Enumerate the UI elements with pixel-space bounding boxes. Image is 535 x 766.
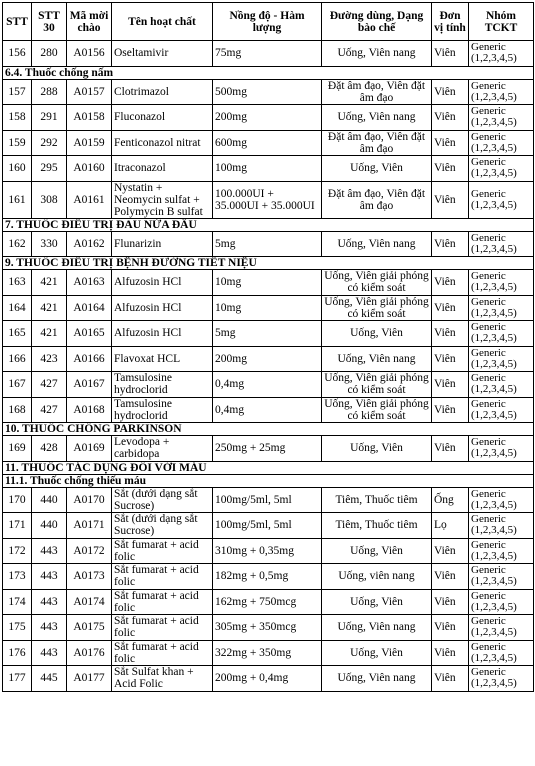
cell-ma: A0163 [67,270,112,296]
cell-ma: A0161 [67,181,112,218]
cell-don-vi: Viên [432,564,469,590]
cell-ma: A0168 [67,397,112,423]
section-title: 11.1. Thuốc chống thiếu máu [3,474,534,487]
cell-ma: A0166 [67,346,112,372]
cell-nong-do: 250mg + 25mg [213,436,322,462]
cell-nong-do: 305mg + 350mcg [213,615,322,641]
cell-nong-do: 100mg [213,156,322,182]
cell-ma: A0167 [67,372,112,398]
cell-nong-do: 100mg/5ml, 5ml [213,513,322,539]
cell-don-vi: Viên [432,666,469,692]
cell-stt: 163 [3,270,32,296]
table-row [3,372,534,398]
cell-duong-dung: Uống, Viên nang [322,666,432,692]
cell-don-vi: Viên [432,397,469,423]
cell-don-vi: Viên [432,321,469,347]
cell-ma: A0165 [67,321,112,347]
table-row [3,105,534,131]
table-body [3,41,534,692]
cell-duong-dung: Uống, Viên nang [322,231,432,257]
section-row [3,257,534,270]
col-header-nong-do: Nồng độ - Hàm lượng [213,3,322,41]
table-row [3,589,534,615]
cell-nong-do: 5mg [213,231,322,257]
cell-stt: 159 [3,130,32,156]
cell-duong-dung: Uống, Viên [322,538,432,564]
cell-stt30: 291 [32,105,67,131]
cell-nhom: Generic (1,2,3,4,5) [469,397,534,423]
cell-don-vi: Viên [432,181,469,218]
cell-stt30: 427 [32,372,67,398]
header-row [3,3,534,41]
section-row [3,66,534,79]
cell-stt: 167 [3,372,32,398]
cell-ten: Nystatin + Neomycin sulfat + Polymycin B sulfat [112,181,213,218]
cell-nong-do: 100.000UI + 35.000UI + 35.000UI [213,181,322,218]
cell-ma: A0157 [67,79,112,105]
cell-nhom: Generic (1,2,3,4,5) [469,156,534,182]
table-row [3,79,534,105]
cell-don-vi: Viên [432,79,469,105]
cell-don-vi: Viên [432,41,469,67]
cell-stt30: 280 [32,41,67,67]
cell-nong-do: 0,4mg [213,372,322,398]
cell-ma: A0159 [67,130,112,156]
cell-nhom: Generic (1,2,3,4,5) [469,105,534,131]
cell-nong-do: 200mg [213,105,322,131]
cell-stt: 162 [3,231,32,257]
cell-ma: A0172 [67,538,112,564]
cell-ma: A0169 [67,436,112,462]
cell-stt30: 288 [32,79,67,105]
cell-stt: 172 [3,538,32,564]
cell-duong-dung: Uống, Viên nang [322,615,432,641]
cell-duong-dung: Uống, Viên giải phóng có kiểm soát [322,270,432,296]
cell-duong-dung: Uống, Viên giải phóng có kiểm soát [322,372,432,398]
table-row [3,231,534,257]
cell-stt30: 421 [32,321,67,347]
cell-duong-dung: Uống, Viên nang [322,41,432,67]
cell-stt30: 428 [32,436,67,462]
cell-stt: 176 [3,640,32,666]
cell-ten: Alfuzosin HCl [112,321,213,347]
cell-don-vi: Viên [432,270,469,296]
table-row [3,487,534,513]
cell-don-vi: Viên [432,231,469,257]
cell-nhom: Generic (1,2,3,4,5) [469,295,534,321]
cell-nong-do: 182mg + 0,5mg [213,564,322,590]
cell-stt: 173 [3,564,32,590]
cell-ten: Clotrimazol [112,79,213,105]
cell-ten: Flunarizin [112,231,213,257]
cell-stt30: 445 [32,666,67,692]
cell-nhom: Generic (1,2,3,4,5) [469,615,534,641]
table-row [3,564,534,590]
cell-stt: 164 [3,295,32,321]
cell-ten: Sắt fumarat + acid folic [112,640,213,666]
cell-duong-dung: Uống, Viên [322,589,432,615]
cell-ma: A0173 [67,564,112,590]
cell-stt30: 330 [32,231,67,257]
cell-nong-do: 5mg [213,321,322,347]
cell-ma: A0175 [67,615,112,641]
table-row [3,270,534,296]
cell-stt30: 443 [32,564,67,590]
cell-duong-dung: Uống, viên nang [322,564,432,590]
cell-ten: Fluconazol [112,105,213,131]
cell-ten: Sắt (dưới dạng sắt Sucrose) [112,513,213,539]
cell-stt: 156 [3,41,32,67]
cell-duong-dung: Uống, Viên giải phóng có kiểm soát [322,295,432,321]
cell-don-vi: Viên [432,615,469,641]
cell-stt30: 295 [32,156,67,182]
table-row [3,615,534,641]
cell-nhom: Generic (1,2,3,4,5) [469,181,534,218]
cell-nhom: Generic (1,2,3,4,5) [469,564,534,590]
cell-ma: A0156 [67,41,112,67]
cell-duong-dung: Đặt âm đạo, Viên đặt âm đạo [322,130,432,156]
section-title: 10. THUỐC CHỐNG PARKINSON [3,423,534,436]
cell-stt30: 440 [32,513,67,539]
cell-nhom: Generic (1,2,3,4,5) [469,640,534,666]
cell-nhom: Generic (1,2,3,4,5) [469,270,534,296]
cell-ten: Sắt fumarat + acid folic [112,589,213,615]
cell-nhom: Generic (1,2,3,4,5) [469,346,534,372]
cell-duong-dung: Uống, Viên [322,156,432,182]
table-row [3,666,534,692]
cell-stt30: 308 [32,181,67,218]
table-row [3,295,534,321]
cell-don-vi: Viên [432,538,469,564]
cell-duong-dung: Uống, Viên [322,321,432,347]
cell-nhom: Generic (1,2,3,4,5) [469,666,534,692]
table-row [3,397,534,423]
cell-stt: 168 [3,397,32,423]
cell-duong-dung: Uống, Viên giải phóng có kiểm soát [322,397,432,423]
cell-duong-dung: Đặt âm đạo, Viên đặt âm đạo [322,181,432,218]
table-row [3,436,534,462]
cell-nong-do: 600mg [213,130,322,156]
cell-nhom: Generic (1,2,3,4,5) [469,231,534,257]
cell-nhom: Generic (1,2,3,4,5) [469,538,534,564]
cell-stt30: 443 [32,538,67,564]
cell-stt30: 292 [32,130,67,156]
cell-stt: 166 [3,346,32,372]
cell-stt: 160 [3,156,32,182]
col-header-stt30: STT 30 [32,3,67,41]
table-row [3,130,534,156]
cell-duong-dung: Uống, Viên [322,640,432,666]
cell-nong-do: 100mg/5ml, 5ml [213,487,322,513]
cell-duong-dung: Uống, Viên [322,436,432,462]
cell-nhom: Generic (1,2,3,4,5) [469,589,534,615]
cell-stt: 175 [3,615,32,641]
cell-duong-dung: Tiêm, Thuốc tiêm [322,513,432,539]
cell-duong-dung: Uống, Viên nang [322,105,432,131]
table-row [3,181,534,218]
cell-ten: Levodopa + carbidopa [112,436,213,462]
table-row [3,640,534,666]
table-row [3,321,534,347]
cell-nhom: Generic (1,2,3,4,5) [469,513,534,539]
col-header-nhom: Nhóm TCKT [469,3,534,41]
cell-nhom: Generic (1,2,3,4,5) [469,130,534,156]
section-row [3,474,534,487]
table-row [3,513,534,539]
cell-nong-do: 322mg + 350mg [213,640,322,666]
section-title: 11. THUỐC TÁC DỤNG ĐỐI VỚI MÁU [3,461,534,474]
section-title: 9. THUỐC ĐIỀU TRỊ BỆNH ĐƯỜNG TIẾT NIỆU [3,257,534,270]
cell-don-vi: Viên [432,295,469,321]
cell-don-vi: Viên [432,640,469,666]
cell-ten: Flavoxat HCL [112,346,213,372]
col-header-ma: Mã mời chào [67,3,112,41]
cell-duong-dung: Tiêm, Thuốc tiêm [322,487,432,513]
cell-ma: A0170 [67,487,112,513]
cell-nhom: Generic (1,2,3,4,5) [469,436,534,462]
cell-nhom: Generic (1,2,3,4,5) [469,372,534,398]
cell-ten: Alfuzosin HCl [112,270,213,296]
cell-ten: Oseltamivir [112,41,213,67]
cell-ten: Sắt (dưới dạng sắt Sucrose) [112,487,213,513]
cell-stt: 161 [3,181,32,218]
cell-don-vi: Viên [432,436,469,462]
col-header-duong-dung: Đường dùng, Dạng bào chế [322,3,432,41]
cell-nong-do: 200mg + 0,4mg [213,666,322,692]
cell-don-vi: Viên [432,589,469,615]
cell-ma: A0174 [67,589,112,615]
cell-nong-do: 500mg [213,79,322,105]
table-row [3,156,534,182]
cell-nhom: Generic (1,2,3,4,5) [469,79,534,105]
cell-ma: A0158 [67,105,112,131]
cell-ma: A0164 [67,295,112,321]
table-row [3,538,534,564]
cell-don-vi: Viên [432,156,469,182]
cell-ten: Itraconazol [112,156,213,182]
section-row [3,423,534,436]
cell-don-vi: Viên [432,130,469,156]
col-header-don-vi: Đơn vị tính [432,3,469,41]
cell-stt: 177 [3,666,32,692]
cell-ten: Sắt fumarat + acid folic [112,615,213,641]
col-header-stt: STT [3,3,32,41]
drug-table [2,2,534,692]
cell-stt30: 427 [32,397,67,423]
cell-don-vi: Viên [432,105,469,131]
cell-stt30: 443 [32,615,67,641]
cell-ten: Sắt fumarat + acid folic [112,538,213,564]
table-row [3,346,534,372]
section-title: 6.4. Thuốc chống nấm [3,66,534,79]
col-header-ten: Tên hoạt chất [112,3,213,41]
cell-ten: Tamsulosine hydroclorid [112,372,213,398]
cell-nong-do: 310mg + 0,35mg [213,538,322,564]
cell-stt: 157 [3,79,32,105]
cell-nhom: Generic (1,2,3,4,5) [469,487,534,513]
cell-stt: 165 [3,321,32,347]
cell-nhom: Generic (1,2,3,4,5) [469,41,534,67]
cell-don-vi: Viên [432,372,469,398]
section-title: 7. THUỐC ĐIỀU TRỊ ĐAU NỬA ĐẦU [3,218,534,231]
cell-don-vi: Viên [432,346,469,372]
section-row [3,461,534,474]
section-row [3,218,534,231]
cell-stt: 158 [3,105,32,131]
cell-ma: A0171 [67,513,112,539]
cell-stt30: 443 [32,589,67,615]
cell-ma: A0162 [67,231,112,257]
cell-stt: 169 [3,436,32,462]
cell-ten: Alfuzosin HCl [112,295,213,321]
cell-duong-dung: Uống, Viên nang [322,346,432,372]
cell-nong-do: 10mg [213,295,322,321]
cell-stt30: 421 [32,270,67,296]
cell-stt: 171 [3,513,32,539]
cell-ten: Sắt Sulfat khan + Acid Folic [112,666,213,692]
cell-stt: 174 [3,589,32,615]
cell-nong-do: 75mg [213,41,322,67]
cell-duong-dung: Đặt âm đạo, Viên đặt âm đạo [322,79,432,105]
cell-ten: Fenticonazol nitrat [112,130,213,156]
cell-stt30: 423 [32,346,67,372]
cell-ten: Tamsulosine hydroclorid [112,397,213,423]
cell-ma: A0176 [67,640,112,666]
cell-ma: A0177 [67,666,112,692]
cell-nong-do: 200mg [213,346,322,372]
cell-nong-do: 10mg [213,270,322,296]
cell-don-vi: Ống [432,487,469,513]
cell-stt30: 440 [32,487,67,513]
table-row [3,41,534,67]
cell-ma: A0160 [67,156,112,182]
cell-stt30: 443 [32,640,67,666]
cell-ten: Sắt fumarat + acid folic [112,564,213,590]
cell-don-vi: Lọ [432,513,469,539]
cell-stt: 170 [3,487,32,513]
cell-nong-do: 0,4mg [213,397,322,423]
cell-nong-do: 162mg + 750mcg [213,589,322,615]
cell-stt30: 421 [32,295,67,321]
cell-nhom: Generic (1,2,3,4,5) [469,321,534,347]
